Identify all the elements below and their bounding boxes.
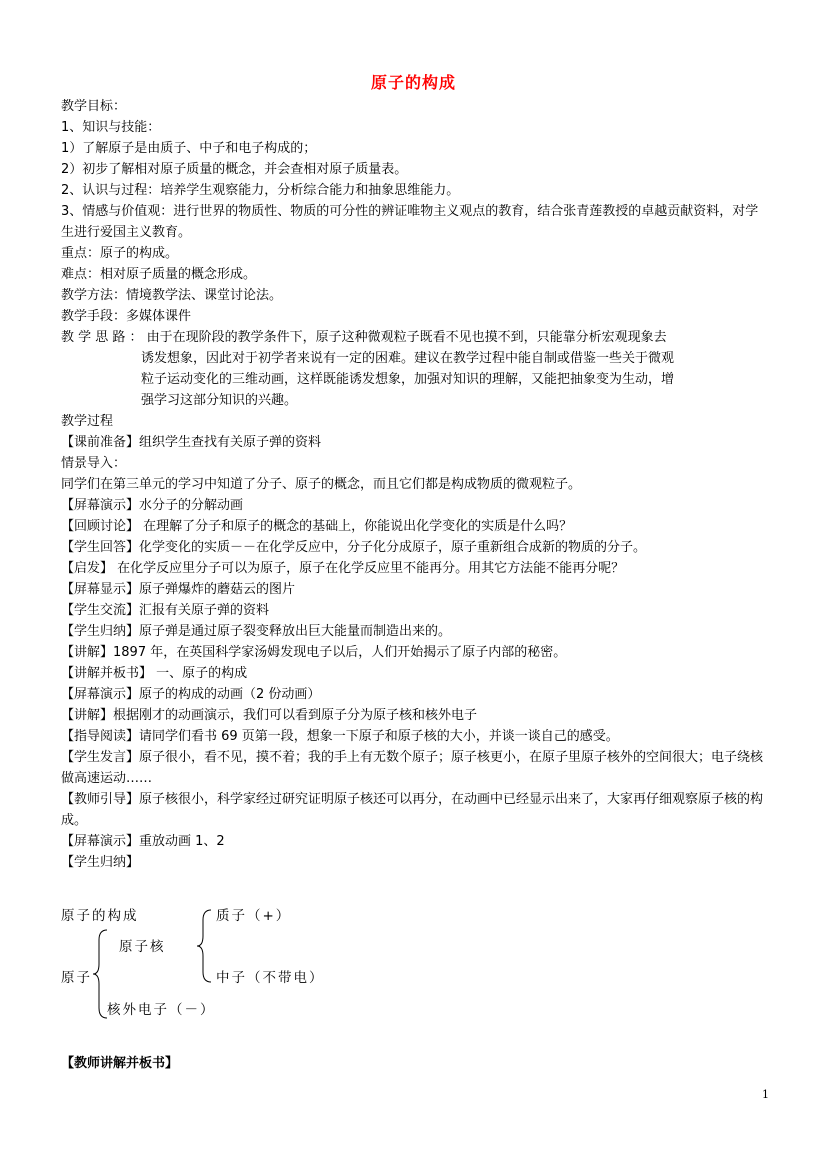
scene-intro-heading: 情景导入： bbox=[61, 456, 127, 471]
process-objective: 2、认识与过程：培养学生观察能力，分析综合能力和抽象思维能力。 bbox=[61, 183, 460, 198]
process-step: 【屏幕演示】原子的构成的动画（2 份动画） bbox=[61, 687, 321, 702]
diagram-atom-label: 原子 bbox=[61, 970, 92, 986]
emotion-objective: 3、情感与价值观：进行世界的物质性、物质的可分性的辨证唯物主义观点的教育，结合张青莲教授的卓越贡献资料，对学生进行爱国主义教育。 bbox=[61, 204, 759, 240]
teaching-method: 教学方法：情境教学法、课堂讨论法。 bbox=[61, 288, 283, 303]
process-step: 【屏幕演示】水分子的分解动画 bbox=[61, 498, 244, 513]
process-step: 【讲解】1897 年，在英国科学家汤姆发现电子以后，人们开始揭示了原子内部的秘密。 bbox=[61, 645, 567, 660]
process-step: 【指导阅读】请同学们看书 69 页第一段，想象一下原子和原子核的大小，并谈一谈自己的感受。 bbox=[61, 729, 619, 744]
teaching-idea: 教 学 思 路 ： 由于在现阶段的教学条件下，原子这种微观粒子既看不见也摸不到，只能靠分析宏观现象去 bbox=[61, 330, 667, 345]
teaching-means: 教学手段：多媒体课件 bbox=[61, 309, 192, 324]
process-step: 【回顾讨论】 在理解了分子和原子的概念的基础上，你能说出化学变化的实质是什么吗？ bbox=[61, 519, 573, 534]
process-step: 【学生发言】原子很小，看不见，摸不着；我的手上有无数个原子；原子核更小，在原子里原子核外的空间很大；电子绕核做高速运动…… bbox=[61, 750, 764, 786]
process-step: 同学们在第三单元的学习中知道了分子、原子的概念，而且它们都是构成物质的微观粒子。 bbox=[61, 477, 582, 492]
footer-heading: 【教师讲解并板书】 bbox=[61, 1056, 179, 1071]
difficult-point: 难点：相对原子质量的概念形成。 bbox=[61, 267, 257, 282]
knowledge-skills-heading: 1、知识与技能： bbox=[61, 120, 161, 135]
objectives-heading: 教学目标： bbox=[61, 99, 127, 114]
diagram-nucleus-label: 原子核 bbox=[119, 939, 166, 955]
diagram-heading: 原子的构成 bbox=[61, 908, 139, 924]
process-step: 【屏幕显示】原子弹爆炸的蘑菇云的图片 bbox=[61, 582, 296, 597]
diagram-proton-label: 质子（+） bbox=[216, 908, 292, 924]
atom-brace bbox=[93, 930, 107, 1018]
page-title: 原子的构成 bbox=[370, 73, 456, 92]
process-step: 【学生归纳】原子弹是通过原子裂变释放出巨大能量而制造出来的。 bbox=[61, 624, 452, 639]
process-step: 【课前准备】组织学生查找有关原子弹的资料 bbox=[61, 435, 322, 450]
process-step: 【屏幕演示】重放动画 1、2 bbox=[61, 834, 225, 849]
process-step: 【教师引导】原子核很小，科学家经过研究证明原子核还可以再分，在动画中已经显示出来了，大家再仔细观察原子核的构成。 bbox=[61, 792, 764, 828]
diagram-braces bbox=[61, 900, 461, 1030]
diagram-neutron-label: 中子（不带电） bbox=[216, 970, 325, 986]
diagram-electron-label: 核外电子（－） bbox=[107, 1002, 216, 1018]
process-step: 【讲解并板书】 一、原子的构成 bbox=[61, 666, 248, 681]
process-step: 【学生交流】汇报有关原子弹的资料 bbox=[61, 603, 270, 618]
objective-item: 1）了解原子是由质子、中子和电子构成的； bbox=[61, 141, 317, 156]
teaching-process-heading: 教学过程 bbox=[61, 414, 114, 429]
teaching-idea-cont: 强学习这部分知识的兴趣。 bbox=[141, 393, 298, 408]
key-point: 重点：原子的构成。 bbox=[61, 246, 179, 261]
process-step: 【讲解】根据刚才的动画演示，我们可以看到原子分为原子核和核外电子 bbox=[61, 708, 478, 723]
teaching-idea-cont: 诱发想象，因此对于初学者来说有一定的困难。建议在教学过程中能自制或借鉴一些关于微观 bbox=[141, 351, 675, 366]
document-body bbox=[61, 96, 771, 873]
atom-structure-diagram bbox=[61, 900, 461, 1030]
objective-item: 2）初步了解相对原子质量的概念，并会查相对原子质量表。 bbox=[61, 162, 408, 177]
process-step: 【启发】 在化学反应里分子可以为原子，原子在化学反应里不能再分。用其它方法能不能再分呢？ bbox=[61, 561, 625, 576]
process-step: 【学生归纳】 bbox=[61, 855, 140, 870]
page-number: 1 bbox=[762, 1088, 769, 1101]
process-step: 【学生回答】化学变化的实质－－在化学反应中，分子化分成原子，原子重新组合成新的物质的分子。 bbox=[61, 540, 647, 555]
nucleus-brace bbox=[197, 910, 211, 982]
teaching-idea-cont: 粒子运动变化的三维动画，这样既能诱发想象，加强对知识的理解，又能把抽象变为生动，增 bbox=[141, 372, 675, 387]
